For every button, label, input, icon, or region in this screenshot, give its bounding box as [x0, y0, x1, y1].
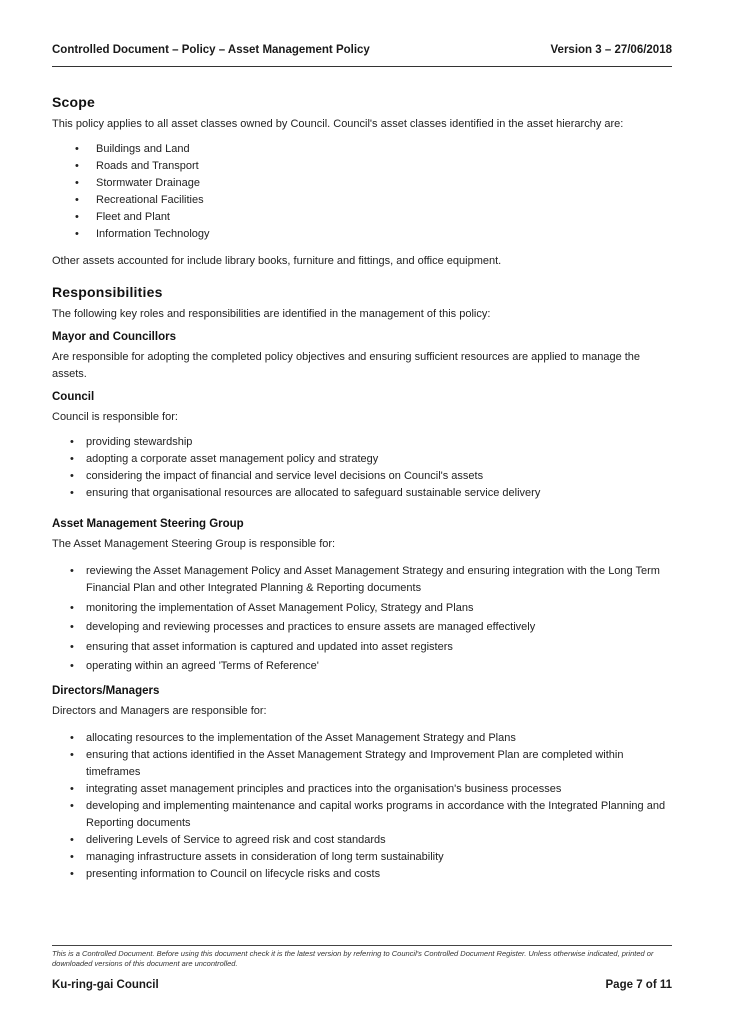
steering-intro: The Asset Management Steering Group is responsible for:: [52, 538, 336, 550]
list-item: • Recreational Facilities: [52, 192, 672, 209]
footer-organisation: Ku-ring-gai Council: [52, 979, 159, 991]
controlled-document-note: This is a Controlled Document. Before using this document check it is the latest version by referring to Council's Controlled Document Register. Unless otherwise indicated, printed or downloaded versions of this document are uncontrolled.: [52, 945, 672, 969]
header-document-title: Controlled Document – Policy – Asset Management Policy: [52, 44, 370, 56]
list-item: • considering the impact of financial and service level decisions on Council's assets: [52, 468, 672, 485]
header-version: Version 3 – 27/06/2018: [550, 44, 672, 56]
list-item: • reviewing the Asset Management Policy and Asset Management Strategy and ensuring integration with the Long Term Financial Plan and other Integrated Planning & Reporting documents: [52, 563, 672, 597]
list-item: • operating within an agreed 'Terms of Reference': [52, 658, 672, 675]
list-item: • managing infrastructure assets in consideration of long term sustainability: [52, 849, 672, 866]
steering-heading: Asset Management Steering Group: [52, 518, 244, 530]
scope-intro: This policy applies to all asset classes owned by Council. Council's asset classes identified in the asset hierarchy are:: [52, 118, 624, 130]
directors-list: [52, 730, 672, 883]
list-item: • Roads and Transport: [52, 158, 672, 175]
list-item: • Buildings and Land: [52, 141, 672, 158]
council-intro: Council is responsible for:: [52, 411, 178, 423]
list-item: • developing and implementing maintenance and capital works programs in accordance with the Integrated Planning and Reporting documents: [52, 798, 672, 832]
council-list: [52, 434, 672, 502]
list-item: • Information Technology: [52, 226, 672, 243]
list-item: • adopting a corporate asset management policy and strategy: [52, 451, 672, 468]
responsibilities-heading: Responsibilities: [52, 284, 163, 300]
responsibilities-intro: The following key roles and responsibilities are identified in the management of this policy:: [52, 308, 491, 320]
list-item: • ensuring that asset information is captured and updated into asset registers: [52, 639, 672, 656]
mayor-text: Are responsible for adopting the completed policy objectives and ensuring sufficient resources are applied to manage the assets.: [52, 351, 641, 380]
footer-page-number: Page 7 of 11: [605, 979, 672, 991]
list-item: • providing stewardship: [52, 434, 672, 451]
list-item: • ensuring that organisational resources are allocated to safeguard sustainable service delivery: [52, 485, 672, 502]
list-item: • presenting information to Council on lifecycle risks and costs: [52, 866, 672, 883]
directors-intro: Directors and Managers are responsible for:: [52, 705, 267, 717]
list-item: • ensuring that actions identified in the Asset Management Strategy and Improvement Plan are completed within timeframes: [52, 747, 672, 781]
list-item: • Stormwater Drainage: [52, 175, 672, 192]
steering-list: [52, 563, 672, 675]
list-item: • integrating asset management principles and practices into the organisation's business processes: [52, 781, 672, 798]
list-item: • delivering Levels of Service to agreed risk and cost standards: [52, 832, 672, 849]
directors-heading: Directors/Managers: [52, 685, 160, 697]
page-header: [52, 44, 672, 67]
asset-classes-list: [52, 141, 672, 243]
council-heading: Council: [52, 391, 95, 403]
list-item: • Fleet and Plant: [52, 209, 672, 226]
list-item: • allocating resources to the implementation of the Asset Management Strategy and Plans: [52, 730, 672, 747]
scope-outro: Other assets accounted for include library books, furniture and fittings, and office equipment.: [52, 255, 502, 267]
list-item: • developing and reviewing processes and practices to ensure assets are managed effectively: [52, 619, 672, 636]
scope-heading: Scope: [52, 94, 96, 110]
mayor-heading: Mayor and Councillors: [52, 331, 176, 343]
list-item: • monitoring the implementation of Asset Management Policy, Strategy and Plans: [52, 600, 672, 617]
page-content: [52, 94, 672, 893]
page-footer: [52, 979, 672, 991]
